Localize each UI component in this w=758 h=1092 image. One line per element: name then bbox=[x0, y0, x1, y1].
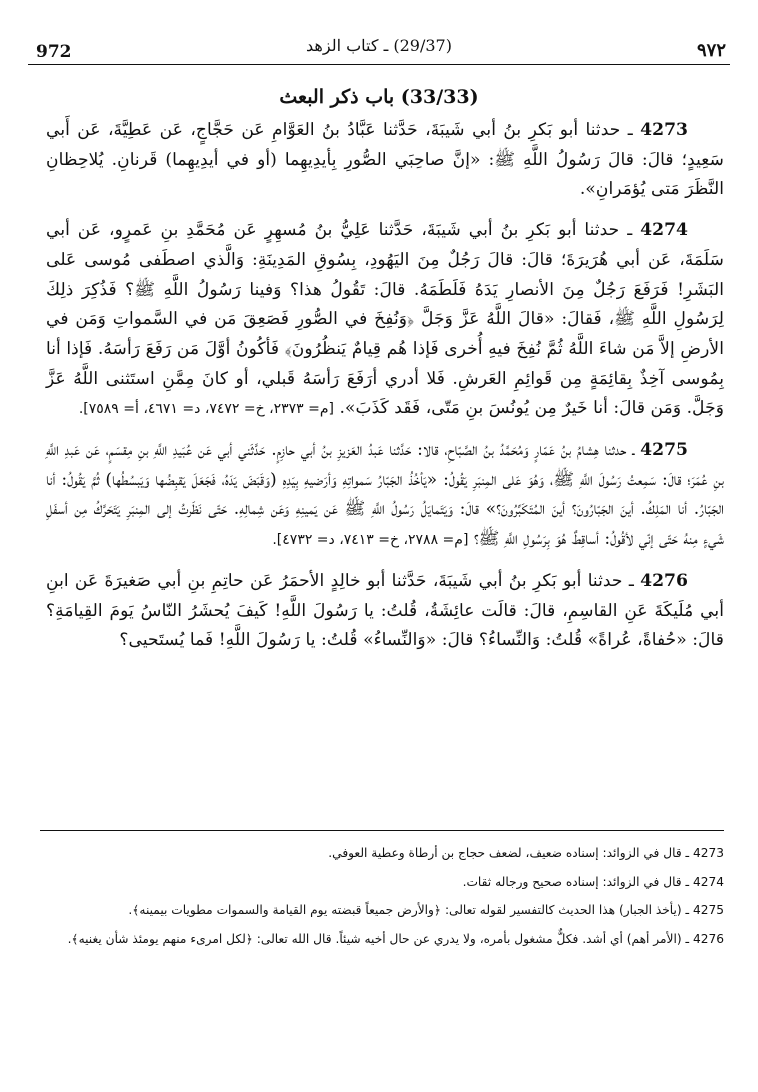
hadith-reference: [م= ٢٣٧٣، خ= ٧٤٧٢، د= ٤٦٧١، أ= ٧٥٨٩]. bbox=[78, 401, 334, 418]
footnote-4273: 4273 ـ قال في الزوائد: إسناده ضعيف، لضعف حجاج بن أرطاة وعطية العوفي. bbox=[328, 846, 724, 860]
footnote-4275: 4275 ـ (يأخذ الجبار) هذا الحديث كالتفسير لقوله تعالى: ﴿والأرض جميعاً قبضته يوم القيامة والسموات مطويات بيمينه﴾. bbox=[128, 903, 724, 917]
hadith-text: ـ حدثنا أبو بَكرِ بنُ أبي شَيبَةَ، حَدَّثنا أبو خالِدٍ الأحمَرُ عَن حاتِمِ بنِ أبي صَغيرَةَ عَن ابنِ أبي مُلَيكَةَ عَنِ القاسِمِ، قالَ: قالَت عائِشَةُ، قُلتُ: يا رَسُولَ اللَّهِ! كَيفَ يُحشَرُ النّاسُ يَومَ القِيامَةِ؟ قالَ: «حُفاةً، عُراةً» قُلتُ: وَالنِّساءُ؟ قالَ: «وَالنِّساءُ» قُلتُ: يا رَسُولَ اللَّهِ! فَما يُستَحيى؟ bbox=[46, 570, 724, 651]
footnote-4274: 4274 ـ قال في الزوائد: إسناده صحيح ورجاله ثقات. bbox=[462, 874, 724, 889]
footnotes-section bbox=[40, 830, 724, 952]
hadith-text: ـ حدثنا أبو بَكرِ بنُ أبي شَيبَةَ، حَدَّثنا عَبَّادُ بنُ العَوَّامِ عَن حَجَّاجٍ، عَن عَطِيَّةَ، عَن أَبي سَعِيدٍ؛ قالَ: قالَ رَسُولُ اللَّهِ ﷺ: «إنَّ صاحِبَي الصُّورِ بِأيدِيهِما (أو في أيدِيهِما) قَرنانِ. يُلاحِظانِ النَّظَرَ مَتى يُؤمَرانِ». bbox=[46, 120, 724, 200]
page-header bbox=[28, 30, 730, 65]
page-number-latin: 972 bbox=[36, 42, 72, 62]
footnote-4276: 4276 ـ (الأمر أهم) أي أشد. فكلٌّ مشغول بأمره، ولا يدري عن حال أخيه شيئاً. قال الله تعالى: ﴿لكل امرىء منهم يومئذ شأن يغنيه﴾. bbox=[67, 931, 724, 946]
hadith-number: 4275 bbox=[640, 440, 688, 461]
page-number-arabic: ٩٧٢ bbox=[696, 40, 726, 61]
hadith-4275 bbox=[46, 436, 724, 556]
hadith-4273 bbox=[46, 116, 724, 205]
running-title: (29/37) ـ كتاب الزهد bbox=[306, 36, 452, 55]
hadith-text: ـ حدثنا أبو بَكرِ بنُ أبي شَيبَةَ، حَدَّثنا عَلِيُّ بنُ مُسهِرٍ عَن مُحَمَّدِ بنِ عَمرٍو، عَن أبي سَلَمَةَ، عَن أبي هُرَيرَةَ؛ قالَ: قالَ رَجُلٌ مِنَ اليَهُودِ، بِسُوقِ المَدِينَةِ: وَالَّذي اصطَفى مُوسى عَلى البَشَرِ! فَرَفَعَ رَجُلٌ مِنَ الأنصارِ يَدَهُ فَلَطَمَهُ. قالَ: تَقُولُ هذا؟ وَفينا رَسُولُ اللَّهِ ﷺ؟ فَذُكِرَ ذلِكَ لِرَسُولِ اللَّهِ ﷺ، فَقالَ: «قالَ اللَّهُ عَزَّ وَجَلَّ ﴿وَنُفِخَ في الصُّورِ فَصَعِقَ مَن في السَّمواتِ وَمَن في الأرضِ إلاَّ مَن شاءَ اللَّهُ ثُمَّ نُفِخَ فيهِ أُخرى فَإذا هُم قِيامٌ يَنظُرُونَ﴾ فَأكُونُ أوَّلَ مَن رَفَعَ رَأسَهُ. فَإذا أنا بِمُوسى آخِذٌ بِقائِمَةٍ مِن قَوائِمِ العَرشِ. فَلا أدري أرَفَعَ رَأسَهُ قَبلي، أو كانَ مِمَّنِ استَثنى اللَّهُ عَزَّ وَجَلَّ. وَمَن قالَ: أنا خَيرٌ مِن يُونُسَ بنِ مَتّى، فَقَد كَذَبَ». bbox=[46, 220, 724, 419]
hadith-4276 bbox=[46, 567, 724, 656]
hadith-number: 4274 bbox=[640, 220, 688, 241]
hadith-reference: [م= ٢٧٨٨، خ= ٧٤١٣، د= ٤٧٣٢]. bbox=[272, 532, 469, 549]
chapter-title: (33/33) باب ذكر البعث bbox=[279, 86, 479, 108]
hadith-text: ـ حدثنا هِشامُ بنُ عَمّارٍ وَمُحَمَّدُ بنُ الصَّبّاحِ، قالا: حَدَّثنا عَبدُ العَزيزِ بنُ أبي حازِمٍ. حَدَّثَني أبي عَن عُبَيدِ اللَّهِ بنِ مِقسَمٍ، عَن عَبدِ اللَّهِ بنِ عُمَرَ؛ قالَ: سَمِعتُ رَسُولَ اللَّهِ ﷺ، وَهُوَ عَلى المِنبَرِ يَقُولُ: «يَأخُذُ الجَبّارُ سَمواتِهِ وَأرَضيهِ بِيَدِهِ (وَقَبَضَ يَدَهُ، فَجَعَلَ يَقبِضُها وَيَبسُطُها) ثُمَّ يَقُولُ: أنا الجَبّارُ. أنا المَلِكُ. أينَ الجَبّارُونَ؟ أينَ المُتَكَبِّرُونَ؟» قالَ: وَيَتَمايَلُ رَسُولُ اللَّهِ ﷺ عَن يَمينِهِ وَعَن شِمالِهِ. حَتّى نَظَرتُ إلى المِنبَرِ يَتَحَرَّكُ مِن أسفَلِ شَيءٍ مِنهُ حَتّى إنّي لأقُولُ: أساقِطٌ هُوَ بِرَسُولِ اللَّهِ ﷺ؟ bbox=[46, 440, 724, 550]
hadith-number: 4273 bbox=[640, 120, 688, 140]
hadith-4274 bbox=[46, 216, 724, 425]
hadith-body bbox=[46, 116, 724, 667]
hadith-number: 4276 bbox=[640, 570, 688, 591]
